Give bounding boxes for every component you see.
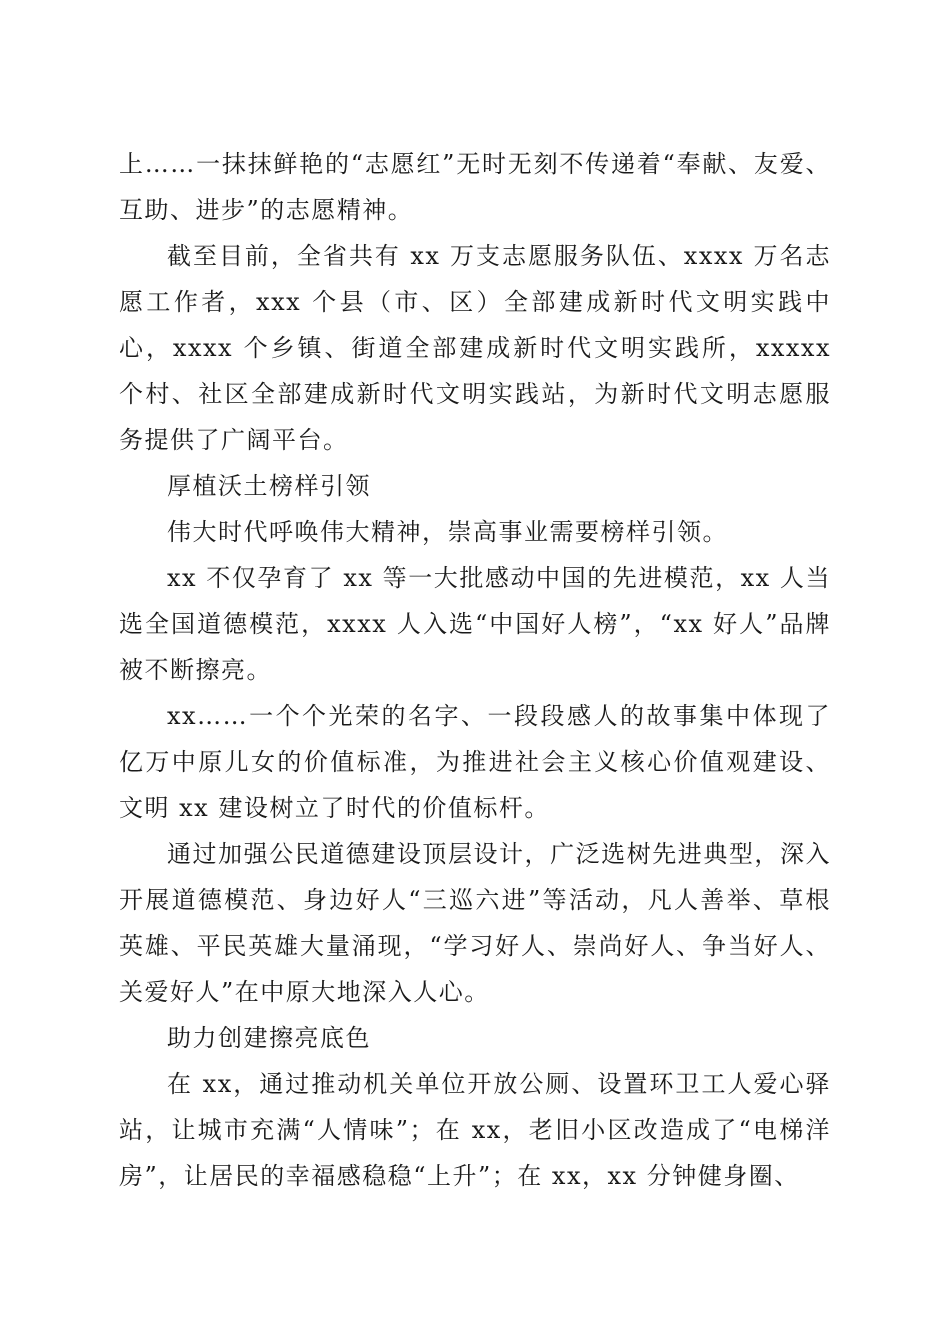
paragraph-continuation: 上……一抹抹鲜艳的“志愿红”无时无刻不传递着“奉献、友爱、互助、进步”的志愿精神。 <box>119 150 831 224</box>
section-heading-civilization-creation: 助力创建擦亮底色 <box>167 1024 371 1052</box>
paragraph-moral-models: xx 不仅孕育了 xx 等一大批感动中国的先进模范，xx 人当选全国道德模范，xxxx 人入选“中国好人榜”，“xx 好人”品牌被不断擦亮。 <box>119 564 831 684</box>
paragraph-urban-improvements: 在 xx，通过推动机关单位开放公厕、设置环卫工人爱心驿站，让城市充满“人情味”；在 xx，老旧小区改造成了“电梯洋房”，让居民的幸福感稳稳“上升”；在 xx，xx 分钟健身圈、 <box>119 1070 831 1190</box>
paragraph-glorious-names: xx……一个个光荣的名字、一段段感人的故事集中体现了亿万中原儿女的价值标准，为推进社会主义核心价值观建设、文明 xx 建设树立了时代的价值标杆。 <box>119 702 831 822</box>
paragraph-great-era: 伟大时代呼唤伟大精神，崇高事业需要榜样引领。 <box>167 518 728 546</box>
section-heading-role-models: 厚植沃土榜样引领 <box>167 472 371 500</box>
document-body <box>119 141 831 1199</box>
paragraph-civic-morality: 通过加强公民道德建设顶层设计，广泛选树先进典型，深入开展道德模范、身边好人“三巡六进”等活动，凡人善举、草根英雄、平民英雄大量涌现，“学习好人、崇尚好人、争当好人、关爱好人”在中原大地深入人心。 <box>119 840 831 1006</box>
paragraph-volunteer-statistics: 截至目前，全省共有 xx 万支志愿服务队伍、xxxx 万名志愿工作者，xxx 个县（市、区）全部建成新时代文明实践中心，xxxx 个乡镇、街道全部建成新时代文明实践所，xxxxx 个村、社区全部建成新时代文明实践站，为新时代文明志愿服务提供了广阔平台。 <box>119 242 831 454</box>
